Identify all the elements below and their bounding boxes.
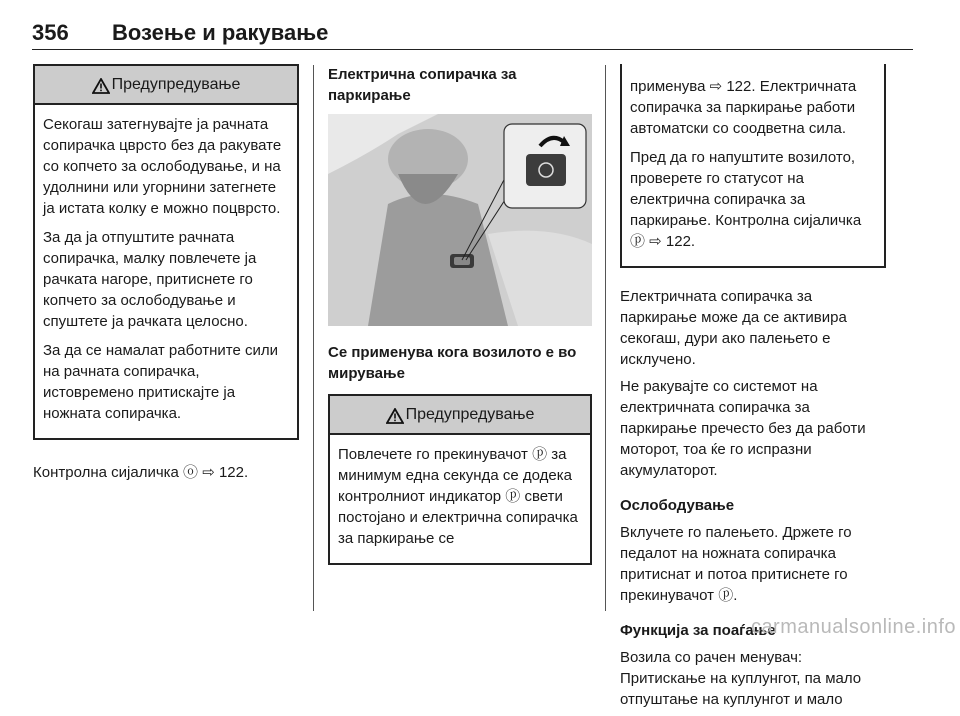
warning-paragraph: Повлечете го прекинувачот ⓟ за минимум една секунда се додека контролниот индикатор ⓟ свети постојано и електрична сопирачка за паркирање се xyxy=(338,446,578,547)
warning-box xyxy=(328,394,592,565)
warning-header xyxy=(330,396,590,435)
paragraph: Електричната сопирачка за паркирање може да се активира секогаш, дури ако палењето е исклучено. xyxy=(620,288,847,368)
warning-triangle-icon xyxy=(386,408,404,424)
warning-paragraph: применува ⇨ 122. Електричната сопирачка за паркирање работи автоматски со соодветна сила. xyxy=(630,78,857,137)
driveaway-title: Функција за поаѓање xyxy=(620,622,776,639)
warning-box-continued xyxy=(620,64,886,268)
section-title: Електрична сопирачка за паркирање xyxy=(328,66,517,104)
warning-title: Предупредување xyxy=(405,405,535,423)
warning-body xyxy=(35,105,297,438)
release-text: Вклучете го палењето. Држете го педалот на ножната сопирачка притиснат и потоа притиснете го прекинувачот ⓟ. xyxy=(620,524,852,604)
page-header xyxy=(32,18,913,50)
warning-box xyxy=(33,64,299,440)
subsection-title: Се применува кога возилото е во мирување xyxy=(328,344,577,382)
release-title: Ослободување xyxy=(620,497,735,514)
watermark: carmanualsonline.info xyxy=(750,616,956,638)
column-2 xyxy=(328,64,592,565)
console-drawing xyxy=(328,114,592,326)
driveaway-text: Возила со рачен менувач: Притискање на куплунгот, па мало отпуштање на куплунгот и мало xyxy=(620,649,862,708)
page-title: Возење и ракување xyxy=(112,20,329,45)
column-1 xyxy=(33,64,299,489)
warning-title: Предупредување xyxy=(111,75,241,93)
warning-triangle-icon xyxy=(92,78,110,94)
control-light-reference: Контролна сијаличка ⓞ ⇨ 122. xyxy=(33,464,249,481)
body-text xyxy=(620,286,886,710)
warning-paragraph: За да ја отпуштите рачната сопирачка, малку повлечете ја рачката нагоре, притиснете го копчето за ослободување и спуштете ја рачката целосно. xyxy=(43,229,257,330)
warning-header xyxy=(35,66,297,105)
warning-body xyxy=(622,64,884,266)
warning-paragraph: Пред да го напуштите возилото, проверете го статусот на електрична сопирачка за паркирање. Контролна сијаличка ⓟ ⇨ 122. xyxy=(630,149,862,250)
header-rule xyxy=(32,49,913,50)
warning-body xyxy=(330,435,590,563)
paragraph: Не ракувајте со системот на електричната сопирачка за паркирање пречесто без да работи моторот, тоа ќе го испразни акумулаторот. xyxy=(620,378,866,479)
warning-paragraph: За да се намалат работните сили на рачната сопирачка, истовремено притискајте ја ножната сопирачка. xyxy=(43,342,278,422)
parking-brake-illustration xyxy=(328,114,592,326)
warning-paragraph: Секогаш затегнувајте ја рачната сопирачка цврсто без да ракувате со копчето за ослободување, и на удолнини или угорнини затегнете ја истата колку е можно поцврсто. xyxy=(43,116,282,217)
column-divider-right xyxy=(605,65,606,611)
page-number: 356 xyxy=(32,20,69,45)
column-divider-left xyxy=(313,65,314,611)
